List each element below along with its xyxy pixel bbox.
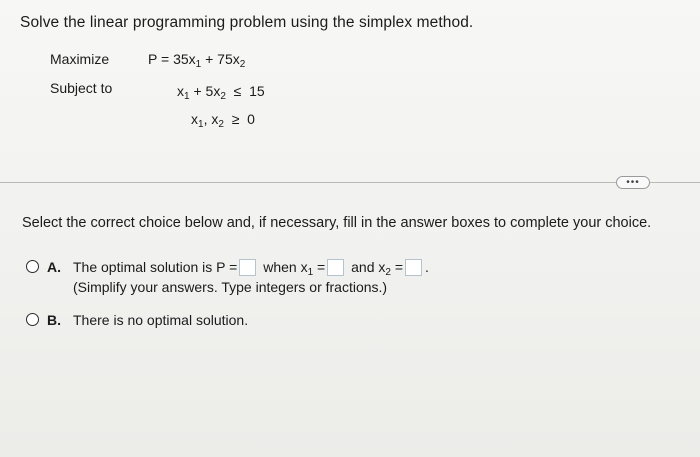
section-divider	[0, 182, 700, 183]
choice-b-text: There is no optimal solution.	[73, 312, 249, 328]
choice-a-note: (Simplify your answers. Type integers or fractions.)	[73, 279, 388, 295]
maximize-label: Maximize	[50, 51, 110, 67]
constraint-2: $x_1$, $x_2 \ge 0$	[191, 111, 255, 130]
answer-box-x2[interactable]	[405, 259, 422, 276]
choice-instruction: Select the correct choice below and, if necessary, fill in the answer boxes to complete your choice.	[22, 215, 652, 231]
problem-instruction: Solve the linear programming problem using the simplex method.	[20, 14, 474, 31]
choice-a-letter: A.	[47, 259, 61, 275]
more-options-button[interactable]	[616, 176, 650, 189]
subject-to-label: Subject to	[50, 80, 113, 96]
ellipsis-icon: •••	[626, 176, 640, 188]
answer-box-x1[interactable]	[327, 259, 344, 276]
objective-function: $P = 35x_1 + 75x_2$	[148, 51, 246, 70]
choice-a-radio[interactable]	[26, 260, 39, 273]
choice-b-letter: B.	[47, 312, 61, 328]
constraint-1: $x_1 + 5x_2 \le 15$	[177, 83, 265, 102]
answer-box-p[interactable]	[239, 259, 256, 276]
choice-a-text: The optimal solution is P = when $x_1$ = and $x_2$ = .	[73, 259, 429, 278]
choice-b-radio[interactable]	[26, 313, 39, 326]
